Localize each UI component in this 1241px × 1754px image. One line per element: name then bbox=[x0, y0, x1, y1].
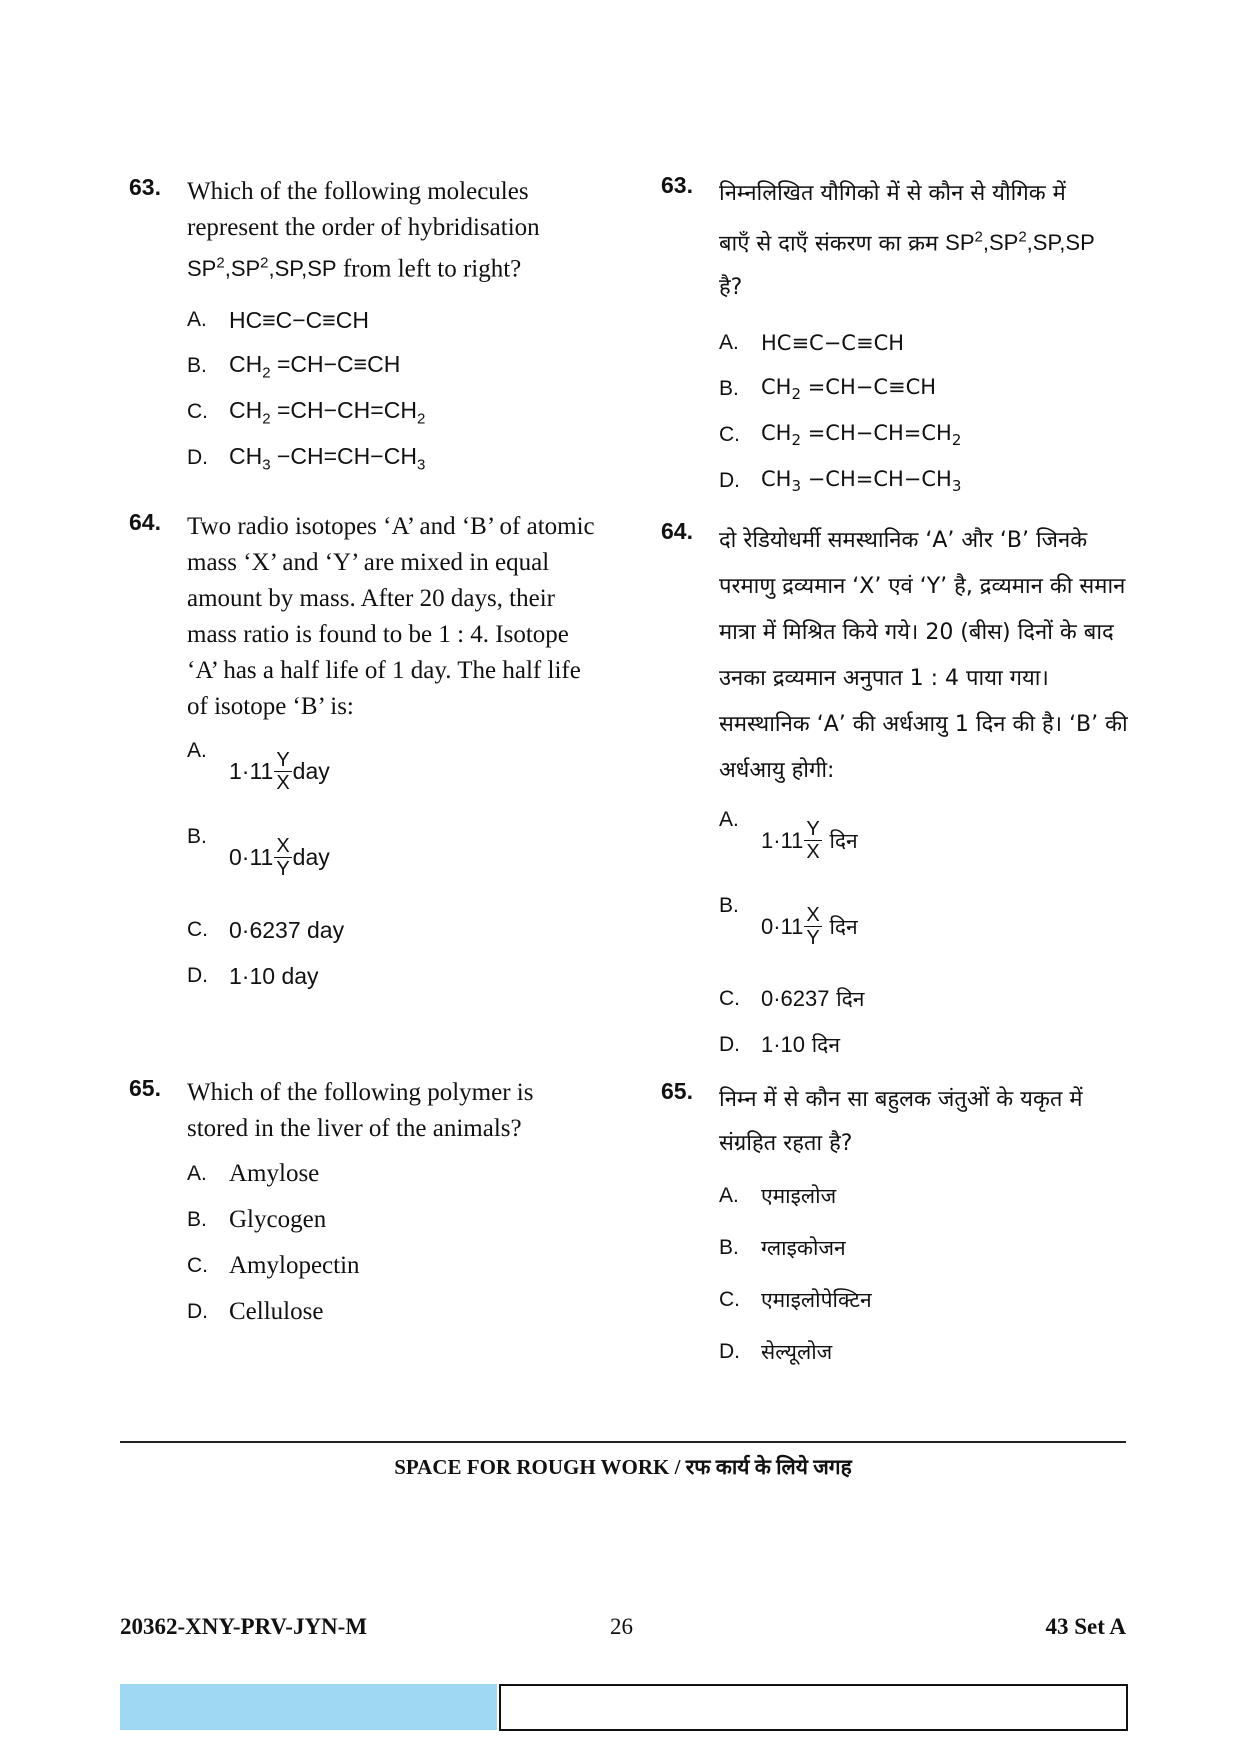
question-number: 64. bbox=[129, 509, 161, 536]
question-number: 65. bbox=[661, 1078, 693, 1105]
option-d[interactable]: D. $CH_3 -CH=CH-CH_3$ bbox=[719, 467, 962, 496]
options bbox=[719, 804, 1131, 1068]
question-text: Which of the following molecules represent the order of hybridisation $SP^2,SP^2,SP,SP$ from left to right? bbox=[187, 178, 540, 283]
option-c[interactable]: C. 0·6237 दिन bbox=[719, 986, 865, 1012]
fraction: $\frac{X}{Y}$ bbox=[806, 904, 820, 950]
option-a[interactable]: A. एमाइलोज bbox=[719, 1184, 837, 1209]
question-number: 63. bbox=[661, 172, 693, 198]
option-d[interactable]: D. सेल्यूलोज bbox=[719, 1340, 833, 1365]
option-d[interactable]: D. $CH_3 -CH=CH-CH_3$ bbox=[187, 443, 426, 474]
question-text: Which of the following polymer is stored in the liver of the animals? bbox=[187, 1079, 534, 1143]
option-a[interactable]: A. Amylose bbox=[187, 1160, 320, 1188]
empty-box bbox=[499, 1684, 1128, 1731]
question-number: 63. bbox=[129, 174, 161, 200]
rough-work-heading: SPACE FOR ROUGH WORK / रफ कार्य के लिये जगह bbox=[394, 1455, 852, 1479]
question-64-en bbox=[129, 509, 599, 999]
question-number: 65. bbox=[129, 1075, 161, 1102]
fraction: $\frac{X}{Y}$ bbox=[276, 835, 290, 881]
question-text: निम्न में से कौन सा बहुलक जंतुओं के यकृत में संग्रहित रहता है? bbox=[719, 1087, 1083, 1157]
hindi-column bbox=[661, 172, 1131, 1378]
english-column bbox=[129, 174, 599, 1335]
options bbox=[187, 297, 599, 481]
option-d[interactable]: D. 1·10 दिन bbox=[719, 1032, 840, 1058]
divider-line bbox=[120, 1441, 1126, 1443]
option-c[interactable]: C. एमाइलोपेक्टिन bbox=[719, 1288, 872, 1313]
page-number: 26 bbox=[610, 1614, 633, 1639]
question-65-en bbox=[129, 1075, 599, 1335]
option-c[interactable]: C. Amylopectin bbox=[187, 1252, 360, 1280]
option-c[interactable]: C. $CH_2 =CH-CH=CH_2$ bbox=[719, 421, 962, 450]
option-b[interactable]: B. 0·11 $\frac{X}{Y}$ दिन bbox=[719, 894, 858, 950]
option-a[interactable]: A. 1·11 $\frac{Y}{X}$ दिन bbox=[719, 808, 858, 864]
option-c[interactable]: C. 0·6237 day bbox=[187, 916, 345, 943]
question-number: 64. bbox=[661, 518, 693, 545]
options bbox=[719, 1170, 1131, 1378]
question-text: निम्नलिखित यौगिको में से कौन से यौगिक में बाएँ से दाएँ संकरण का क्रम $SP^2,SP^2,SP,SP$ है? bbox=[719, 181, 1095, 301]
paper-code: 20362-XNY-PRV-JYN-M bbox=[120, 1614, 368, 1639]
question-65-hi bbox=[661, 1078, 1131, 1378]
option-d[interactable]: D. Cellulose bbox=[187, 1298, 324, 1326]
question-64-hi bbox=[661, 518, 1131, 1068]
option-c[interactable]: C. $CH_2 =CH-CH=CH_2$ bbox=[187, 397, 426, 428]
option-b[interactable]: B. $CH_2 =CH-C\equiv CH$ bbox=[719, 375, 937, 404]
option-b[interactable]: B. $CH_2 =CH-C\equiv CH$ bbox=[187, 351, 401, 382]
option-a[interactable]: A. HC≡C−C≡CH bbox=[719, 331, 905, 356]
blue-bar bbox=[120, 1684, 497, 1730]
options bbox=[187, 735, 599, 999]
option-b[interactable]: B. 0·11 $\frac{X}{Y}$ day bbox=[187, 825, 330, 881]
hybridisation-order: $SP^2,SP^2,SP,SP$ bbox=[187, 255, 337, 282]
option-d[interactable]: D. 1·10 day bbox=[187, 962, 319, 989]
fraction: $\frac{Y}{X}$ bbox=[806, 818, 820, 864]
fraction: $\frac{Y}{X}$ bbox=[276, 749, 290, 795]
option-b[interactable]: B. ग्लाइकोजन bbox=[719, 1236, 846, 1261]
question-text: दो रेडियोधर्मी समस्थानिक ‘A’ और ‘B’ जिनके परमाणु द्रव्यमान ‘X’ एवं ‘Y’ है, द्रव्यमान की समान मात्रा में मिश्रित किये गये। 20 (बीस) दिनों के बाद उनका द्रव्यमान अनुपात 1 : 4 पाया गया। समस्थानिक ‘A’ की अर्धआयु 1 दिन की है। ‘B’ की अर्धआयु होगी: bbox=[719, 528, 1128, 784]
set-label: 43 Set A bbox=[1045, 1614, 1126, 1639]
question-63-hi bbox=[661, 172, 1131, 504]
question-63-en bbox=[129, 174, 599, 481]
question-text: Two radio isotopes ‘A’ and ‘B’ of atomic mass ‘X’ and ‘Y’ are mixed in equal amount by mass. After 20 days, their mass ratio is found to be 1 : 4. Isotope ‘A’ has a half life of 1 day. The half life of isotope ‘B’ is: bbox=[187, 513, 595, 721]
options bbox=[187, 1151, 599, 1335]
option-b[interactable]: B. Glycogen bbox=[187, 1206, 327, 1234]
options bbox=[719, 320, 1131, 504]
option-a[interactable]: A. HC≡C−C≡CH bbox=[187, 306, 369, 333]
option-a[interactable]: A. 1·11 $\frac{Y}{X}$ day bbox=[187, 739, 330, 795]
